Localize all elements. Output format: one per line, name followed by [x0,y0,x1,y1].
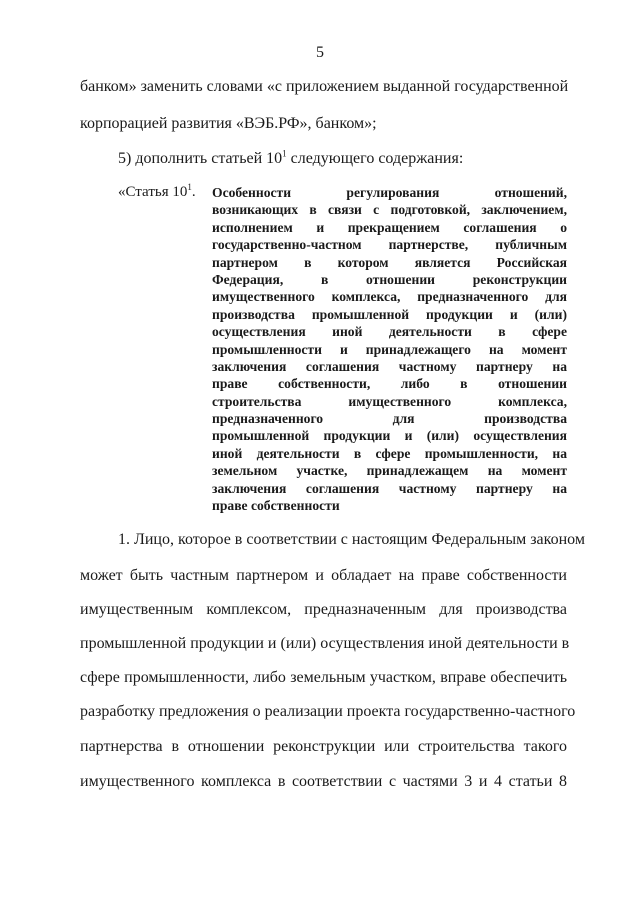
body-line-7: партнерства в отношении реконструкции или строительства такого [80,738,567,755]
body-line-3: имущественным комплексом, предназначенным для производства [80,601,567,618]
article-title-line: заключения соглашения частному партнеру на [212,480,567,496]
article-title-line: производства промышленной продукции и (или) [212,306,567,322]
article-title-line: Федерация, в отношении реконструкции [212,271,567,287]
article-label [118,184,196,201]
article-title-line: имущественного комплекса, предназначенного для [212,289,567,305]
article-label-superscript: 1 [187,182,192,192]
article-title-line: промышленности и принадлежащего на момент [212,341,567,357]
item-5-superscript: 1 [282,148,287,159]
article-title-line: иной деятельности в сфере промышленности, на [212,445,567,461]
body-line-2: может быть частным партнером и обладает на праве собственности [80,567,567,584]
article-label-period: . [191,184,196,200]
article-title-line: возникающих в связи с подготовкой, заключением, [212,202,567,218]
page-number: 5 [316,44,324,61]
item-5-line [118,150,567,168]
item-5-text-end: следующего содержания: [286,150,464,167]
article-title-line: государственно-частном партнерстве, публичным [212,237,567,253]
article-title-line: промышленной продукции и (или) осуществления [212,428,567,444]
article-title-line: партнером в котором является Российская [212,254,567,270]
article-title-line: строительства имущественного комплекса, [212,393,567,409]
article-title-line: праве собственности, либо в отношении [212,376,567,392]
article-title-line: заключения соглашения частному партнеру на [212,358,567,374]
article-title-line: предназначенного для производства [212,411,567,427]
body-line-4: промышленной продукции и (или) осуществления иной деятельности в [80,635,570,652]
body-line-8: имущественного комплекса в соответствии с частями 3 и 4 статьи 8 [80,773,567,790]
article-title-line: праве собственности [212,498,340,514]
body-line-1: 1. Лицо, которое в соответствии с настоящим Федеральным законом [118,531,585,548]
article-title-line: земельном участке, принадлежащем на момент [212,463,567,479]
intro-line-2: корпорацией развития «ВЭБ.РФ», банком»; [80,115,377,132]
item-5-text: 5) дополнить статьей 10 [118,150,283,167]
article-title-line: Особенности регулирования отношений, [212,185,567,200]
body-line-5: сфере промышленности, либо земельным участком, вправе обеспечить [80,669,567,686]
intro-line-1: банком» заменить словами «с приложением выданной государственной [80,78,569,95]
article-label-text: «Статья 10 [118,184,188,200]
article-title-line: осуществления иной деятельности в сфере [212,324,567,340]
body-line-6: разработку предложения о реализации проекта государственно-частного [80,703,576,720]
article-title-line: исполнением и прекращением соглашения о [212,219,567,235]
article-title [212,184,567,514]
